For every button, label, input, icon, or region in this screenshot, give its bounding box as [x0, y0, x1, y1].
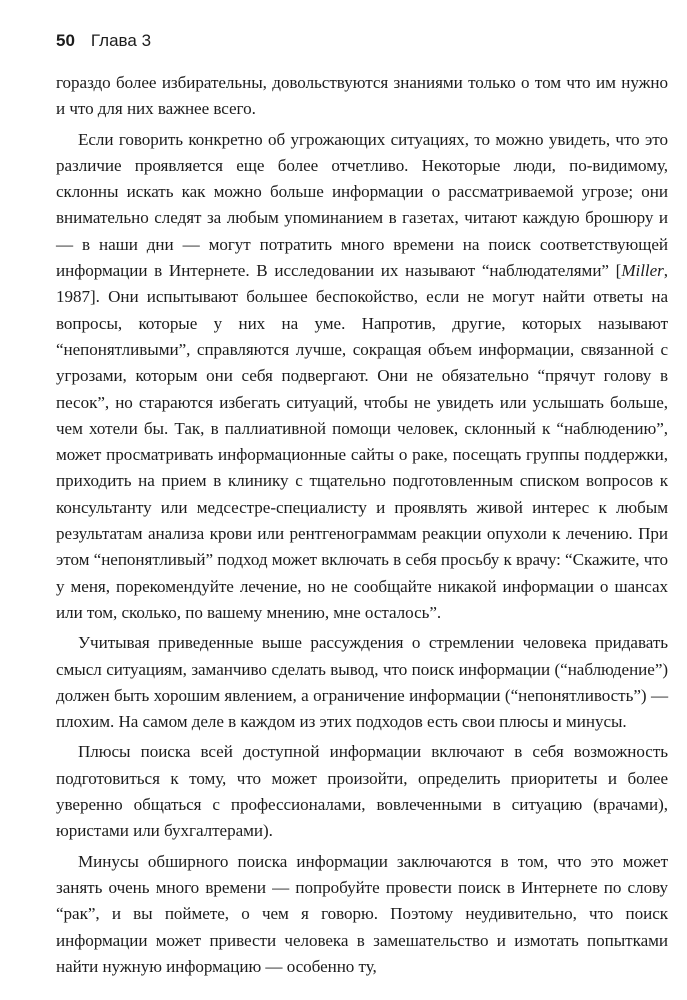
paragraph-text: гораздо более избирательны, довольствуются знаниями только о том что им нужно и что для них важнее всего. — [56, 73, 668, 119]
chapter-title: Глава 3 — [90, 31, 152, 50]
paragraph-text: Минусы обширного поиска информации заключаются в том, что это может занять очень много времени — попробуйте провести поиск в Интернете по слову “рак”, и вы поймете, о чем я говорю. Поэтому неудивительно, что поиск информации может привести человека в замешательство и измотать попытками найти нужную информацию — особенно ту, — [56, 851, 668, 976]
paragraph — [56, 127, 668, 627]
body-text — [56, 70, 668, 980]
paragraph-text: Если говорить конкретно об угрожающих ситуациях, то можно увидеть, что это различие проявляется еще более отчетливо. Некоторые люди, по-видимому, склонны искать как можно больше информации о рассматриваемой угрозе; они внимательно следят за любым упоминанием в газетах, читают каждую брошюру и — в наши дни — могут потратить много времени на поиск соответствующей информации в Интернете. В исследовании их называют “наблюдателями” [ — [56, 129, 668, 281]
paragraph-text: Учитывая приведенные выше рассуждения о стремлении человека придавать смысл ситуациям, заманчиво сделать вывод, что поиск информации (“наблюдение”) должен быть хорошим явлением, а ограничение информации (“непонятливость”) — плохим. На самом деле в каждом из этих подходов есть свои плюсы и минусы. — [56, 633, 668, 732]
paragraph-text: Плюсы поиска всей доступной информации включают в себя возможность подготовиться к тому, что может произойти, определить приоритеты и более уверенно общаться с профессионалами, вовлеченными в ситуацию (врачами), юристами или бухгалтерами). — [56, 742, 668, 841]
running-head — [56, 28, 668, 54]
paragraph — [56, 70, 668, 123]
book-page — [56, 28, 668, 984]
page-number: 50 — [56, 31, 75, 50]
paragraph — [56, 849, 668, 980]
citation-author: Miller — [621, 261, 664, 281]
paragraph — [56, 739, 668, 844]
paragraph-text: , 1987]. Они испытывают большее беспокойство, если не могут найти ответы на вопросы, которые у них на уме. Напротив, другие, которых называют “непонятливыми”, справляются лучше, сокращая объем информации, связанной с угрозами, которым они себя подвергают. Они не обязательно “прячут голову в песок”, но стараются избегать ситуаций, чтобы не увидеть или услышать больше, чем хотели бы. Так, в паллиативной помощи человек, склонный к “наблюдению”, может просматривать информационные сайты о раке, посещать группы поддержки, приходить на прием в клинику с тщательно подготовленным списком вопросов к консультанту или медсестре-специалисту и проявлять живой интерес к любым результатам анализа крови или рентгенограммам реакции опухоли к лечению. При этом “непонятливый” подход может включать в себя просьбу к врачу: “Скажите, что у меня, порекомендуйте лечение, но не сообщайте никакой информации о шансах или том, сколько, по вашему мнению, мне осталось”. — [56, 261, 668, 622]
paragraph — [56, 630, 668, 735]
